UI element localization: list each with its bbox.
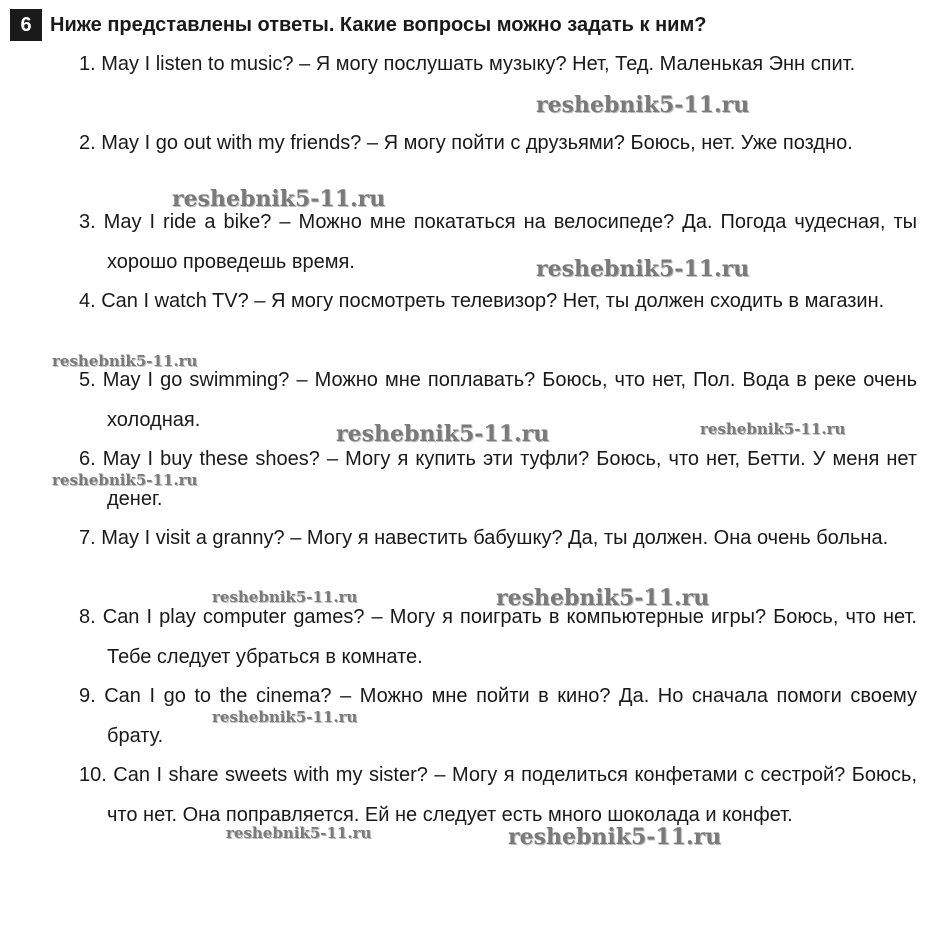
answer-item [79,677,917,756]
answer-item [79,756,917,835]
answer-text: 4. Can I watch TV? – Я могу посмотреть телевизор? Нет, ты должен сходить в магазин. [79,290,885,312]
answer-item [79,124,917,164]
watermark: reshebnik5-11.ru [536,256,750,282]
watermark: reshebnik5-11.ru [212,708,358,726]
watermark: reshebnik5-11.ru [508,824,722,850]
answer-text: 2. May I go out with my friends? – Я могу пойти с друзьями? Боюсь, нет. Уже поздно. [79,132,853,154]
task-number-badge: 6 [10,9,42,41]
watermark: reshebnik5-11.ru [700,420,846,438]
watermark: reshebnik5-11.ru [536,92,750,118]
answer-item [79,519,917,559]
answer-text: 10. Can I share sweets with my sister? – Могу я поделиться конфетами с сестрой? Боюсь, что нет. Она поправляется. Ей не следует есть много шоколада и конфет. [79,764,917,826]
watermark: reshebnik5-11.ru [336,421,550,447]
watermark: reshebnik5-11.ru [52,352,198,370]
answer-text: 9. Can I go to the cinema? – Можно мне пойти в кино? Да. Но сначала помоги своему брату. [79,685,917,747]
answer-item [79,203,917,282]
answer-text: 8. Can I play computer games? – Могу я поиграть в компьютерные игры? Боюсь, что нет. Тебе следует убраться в комнате. [79,606,917,668]
task-title: Ниже представлены ответы. Какие вопросы можно задать к ним? [50,13,707,36]
answer-item [79,282,917,322]
answer-item [79,45,917,85]
watermark: reshebnik5-11.ru [496,585,710,611]
answer-text: 6. May I buy these shoes? – Могу я купить эти туфли? Боюсь, что нет, Бетти. У меня нет денег. [79,448,917,510]
answer-text: 5. May I go swimming? – Можно мне поплавать? Боюсь, что нет, Пол. Вода в реке очень холодная. [79,369,917,431]
watermark: reshebnik5-11.ru [172,186,386,212]
watermark: reshebnik5-11.ru [226,824,372,842]
answer-item [79,440,917,519]
watermark: reshebnik5-11.ru [212,588,358,606]
answer-text: 1. May I listen to music? – Я могу послушать музыку? Нет, Тед. Маленькая Энн спит. [79,53,856,75]
answer-text: 3. May I ride a bike? – Можно мне покататься на велосипеде? Да. Погода чудесная, ты хорошо проведешь время. [79,211,917,273]
answer-text: 7. May I visit a granny? – Могу я навестить бабушку? Да, ты должен. Она очень больна. [79,527,889,549]
watermark: reshebnik5-11.ru [52,471,198,489]
